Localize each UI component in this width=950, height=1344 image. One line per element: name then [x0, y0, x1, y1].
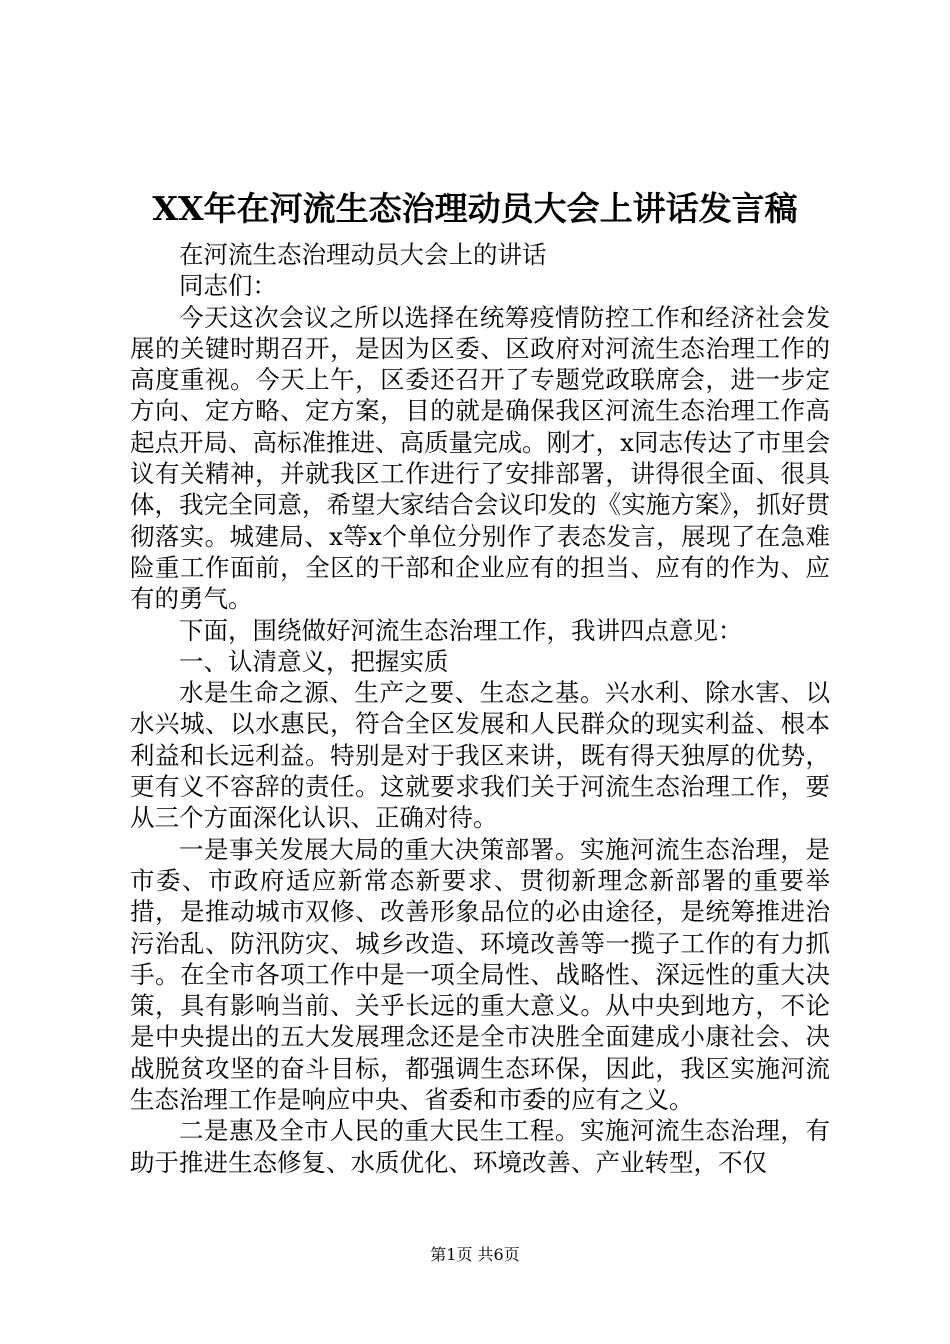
salutation: 同志们：	[179, 271, 277, 301]
paragraph: 二是惠及全市人民的重大民生工程。实施河流生态治理，有助于推进生态修复、水质优化、环境改善、产业转型，不仅	[130, 1116, 830, 1177]
paragraph: 下面，围绕做好河流生态治理工作，我讲四点意见：	[179, 615, 743, 645]
paragraph: 水是生命之源、生产之要、生态之基。兴水利、除水害、以水兴城、以水惠民，符合全区发展和人民群众的现实利益、根本利益和长远利益。特别是对于我区来讲，既有得天独厚的优势，更有义不容辞的责任。这就要求我们关于河流生态治理工作，要从三个方面深化认识、正确对待。	[130, 678, 830, 833]
document-title: XX年在河流生态治理动员大会上讲话发言稿	[152, 189, 798, 228]
speech-subtitle: 在河流生态治理动员大会上的讲话	[179, 240, 547, 269]
paragraph: 一是事关发展大局的重大决策部署。实施河流生态治理，是市委、市政府适应新常态新要求、贯彻新理念新部署的重要举措，是推动城市双修、改善形象品位的必由途径，是统筹推进治污治乱、防汛防灾、城乡改造、环境改善等一揽子工作的有力抓手。在全市各项工作中是一项全局性、战略性、深远性的重大决策，具有影响当前、关乎长远的重大意义。从中央到地方，不论是中央提出的五大发展理念还是全市决胜全面建成小康社会、决战脱贫攻坚的奋斗目标，都强调生态环保，因此，我区实施河流生态治理工作是响应中央、省委和市委的应有之义。	[130, 834, 830, 1115]
page-number-footer: 第1页 共6页	[430, 1245, 520, 1264]
section-heading: 一、认清意义，把握实质	[179, 646, 449, 676]
document-body	[130, 239, 830, 1178]
paragraph: 今天这次会议之所以选择在统筹疫情防控工作和经济社会发展的关键时期召开，是因为区委、区政府对河流生态治理工作的高度重视。今天上午，区委还召开了专题党政联席会，进一步定方向、定方略、定方案，目的就是确保我区河流生态治理工作高起点开局、高标准推进、高质量完成。刚才，x同志传达了市里会议有关精神，并就我区工作进行了安排部署，讲得很全面、很具体，我完全同意，希望大家结合会议印发的《实施方案》，抓好贯彻落实。城建局、x等x个单位分别作了表态发言，展现了在急难险重工作面前，全区的干部和企业应有的担当、应有的作为、应有的勇气。	[130, 302, 830, 614]
